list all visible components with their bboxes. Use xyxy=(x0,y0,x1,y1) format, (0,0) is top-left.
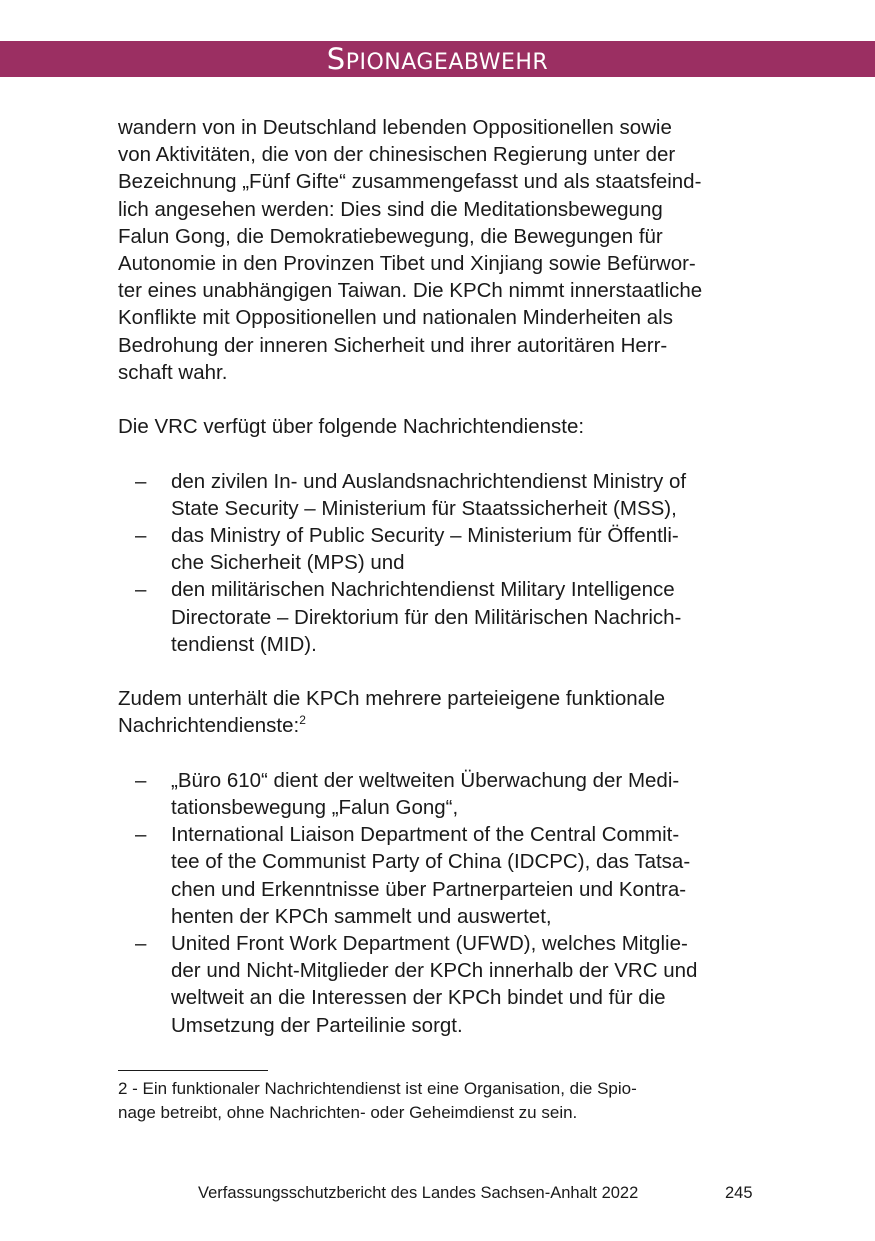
text-line: von Aktivitäten, die von der chinesischen Regierung unter der xyxy=(118,143,676,167)
text-line: Bedrohung der inneren Sicherheit und ihrer autoritären Herr- xyxy=(118,333,668,357)
paragraph-services-intro: Die VRC verfügt über folgende Nachrichtendienste: xyxy=(118,415,585,439)
text-line: henten der KPCh sammelt und auswertet, xyxy=(171,904,552,928)
list-item xyxy=(118,468,758,522)
text-line: chen und Erkenntnisse über Partnerparteien und Kontra- xyxy=(171,877,687,901)
list-item xyxy=(118,767,758,821)
paragraph-party-services xyxy=(118,685,758,739)
text-line: weltweit an die Interessen der KPCh bindet und für die xyxy=(171,986,666,1010)
text-line: che Sicherheit (MPS) und xyxy=(171,551,405,575)
section-header-bar xyxy=(0,41,875,77)
list-dash: – xyxy=(135,524,147,548)
text-line: tee of the Communist Party of China (IDCPC), das Tatsa- xyxy=(171,850,691,874)
party-services-list xyxy=(118,767,758,1039)
list-item xyxy=(118,576,758,658)
list-dash: – xyxy=(135,469,147,493)
text-line: tendienst (MID). xyxy=(171,632,317,656)
text-line: Konflikte mit Oppositionellen und nationalen Minderheiten als xyxy=(118,306,673,330)
list-item xyxy=(118,930,758,1039)
text-line: Zudem unterhält die KPCh mehrere parteieigene funktionale xyxy=(118,687,665,711)
footnote-ref[interactable]: 2 xyxy=(299,713,306,728)
text-line: Falun Gong, die Demokratiebewegung, die Bewegungen für xyxy=(118,224,663,248)
section-title-initial: S xyxy=(326,42,346,76)
text-line: den militärischen Nachrichtendienst Military Intelligence xyxy=(171,578,675,602)
text-line: ter eines unabhängigen Taiwan. Die KPCh nimmt innerstaatliche xyxy=(118,279,703,303)
text-line: lich angesehen werden: Dies sind die Meditationsbewegung xyxy=(118,197,663,221)
text-line: das Ministry of Public Security – Ministerium für Öffentli- xyxy=(171,524,679,548)
text-line: Umsetzung der Parteilinie sorgt. xyxy=(171,1013,463,1037)
list-dash: – xyxy=(135,768,147,792)
text-line: Nachrichtendienste: xyxy=(118,714,300,738)
section-title-rest: PIONAGEABWEHR xyxy=(345,50,549,75)
text-line: International Liaison Department of the Central Commit- xyxy=(171,823,680,847)
text-line: tationsbewegung „Falun Gong“, xyxy=(171,796,459,820)
list-item xyxy=(118,522,758,576)
text-line: schaft wahr. xyxy=(118,360,228,384)
paragraph-intro xyxy=(118,114,758,386)
text-line: Bezeichnung „Fünf Gifte“ zusammengefasst und als staatsfeind- xyxy=(118,170,702,194)
list-dash: – xyxy=(135,932,147,956)
text-line: Directorate – Direktorium für den Militärischen Nachrich- xyxy=(171,605,682,629)
text-line: 2 - Ein funktionaler Nachrichtendienst ist eine Organisation, die Spio- xyxy=(118,1079,637,1098)
page-number: 245 xyxy=(725,1184,753,1202)
main-text xyxy=(118,114,758,1039)
list-dash: – xyxy=(135,823,147,847)
text-line: United Front Work Department (UFWD), welches Mitglie- xyxy=(171,932,688,956)
page-footer xyxy=(0,1181,875,1205)
text-line: State Security – Ministerium für Staatssicherheit (MSS), xyxy=(171,496,677,520)
text-line: nage betreibt, ohne Nachrichten- oder Geheimdienst zu sein. xyxy=(118,1103,578,1122)
footer-title: Verfassungsschutzbericht des Landes Sachsen-Anhalt 2022 xyxy=(198,1184,639,1202)
state-services-list xyxy=(118,468,758,658)
text-line: den zivilen In- und Auslandsnachrichtendienst Ministry of xyxy=(171,469,687,493)
footnote xyxy=(118,1077,758,1125)
text-line: wandern von in Deutschland lebenden Oppositionellen sowie xyxy=(118,116,672,139)
footnote-divider xyxy=(118,1070,268,1071)
text-line: Autonomie in den Provinzen Tibet und Xinjiang sowie Befürwor- xyxy=(118,252,696,276)
section-title xyxy=(326,42,549,76)
text-line: der und Nicht-Mitglieder der KPCh innerhalb der VRC und xyxy=(171,959,698,983)
list-item xyxy=(118,821,758,930)
text-line: „Büro 610“ dient der weltweiten Überwachung der Medi- xyxy=(171,768,680,792)
list-dash: – xyxy=(135,578,147,602)
